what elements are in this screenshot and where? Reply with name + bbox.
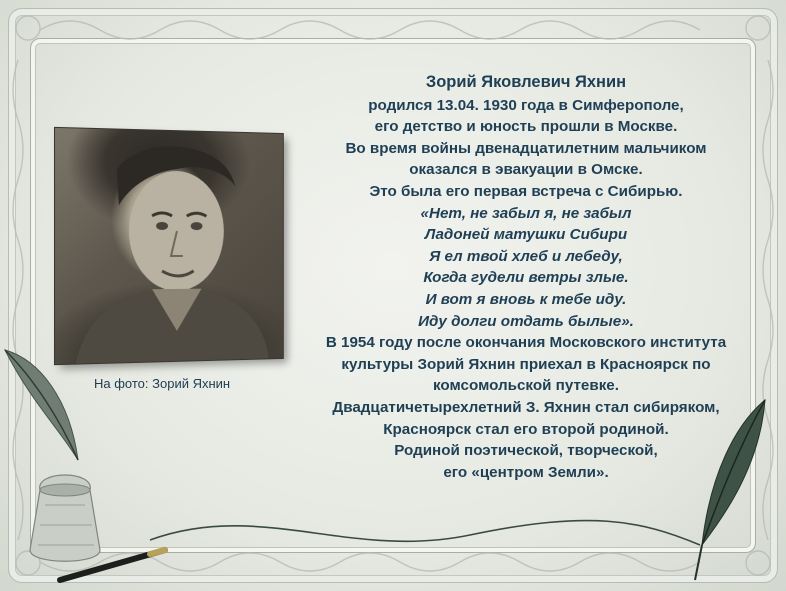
photo-caption: На фото: Зорий Яхнин bbox=[94, 376, 231, 391]
bio-line: родился 13.04. 1930 года в Симферополе, bbox=[368, 96, 684, 114]
heading: Зорий Яковлевич Яхнин bbox=[425, 73, 627, 91]
poem-line: Иду долги отдать былые». bbox=[418, 312, 634, 330]
closing-line: комсомольской путевке. bbox=[433, 377, 619, 395]
bio-line: Во время войны двенадцатилетним мальчиком bbox=[345, 139, 707, 157]
poem-line: Я ел твой хлеб и лебеду, bbox=[429, 247, 623, 265]
bio-line: Это была его первая встреча с Сибирью. bbox=[369, 182, 683, 200]
portrait-image bbox=[55, 128, 283, 364]
closing-line: его «центром Земли». bbox=[443, 463, 609, 481]
portrait-photo bbox=[54, 127, 282, 363]
poem-line: Ладоней матушки Сибири bbox=[424, 226, 628, 244]
quill-inkwell-icon bbox=[0, 340, 175, 591]
bio-line: оказался в эвакуации в Омске. bbox=[409, 161, 643, 179]
feather-quill-icon bbox=[640, 395, 780, 585]
bio-line: его детство и юность прошли в Москве. bbox=[374, 118, 678, 136]
poem-line: «Нет, не забыл я, не забыл bbox=[420, 204, 632, 222]
poem-line: И вот я вновь к тебе иду. bbox=[425, 290, 627, 308]
poem-line: Когда гудели ветры злые. bbox=[423, 269, 629, 287]
closing-line: Двадцатичетырехлетний З. Яхнин стал сибиряком, bbox=[332, 398, 720, 416]
closing-line: культуры Зорий Яхнин приехал в Красноярск по bbox=[341, 355, 711, 373]
closing-line: В 1954 году после окончания Московского института bbox=[325, 334, 727, 352]
closing-line: Красноярск стал его второй родиной. bbox=[383, 420, 669, 438]
closing-line: Родиной поэтической, творческой, bbox=[394, 442, 658, 460]
